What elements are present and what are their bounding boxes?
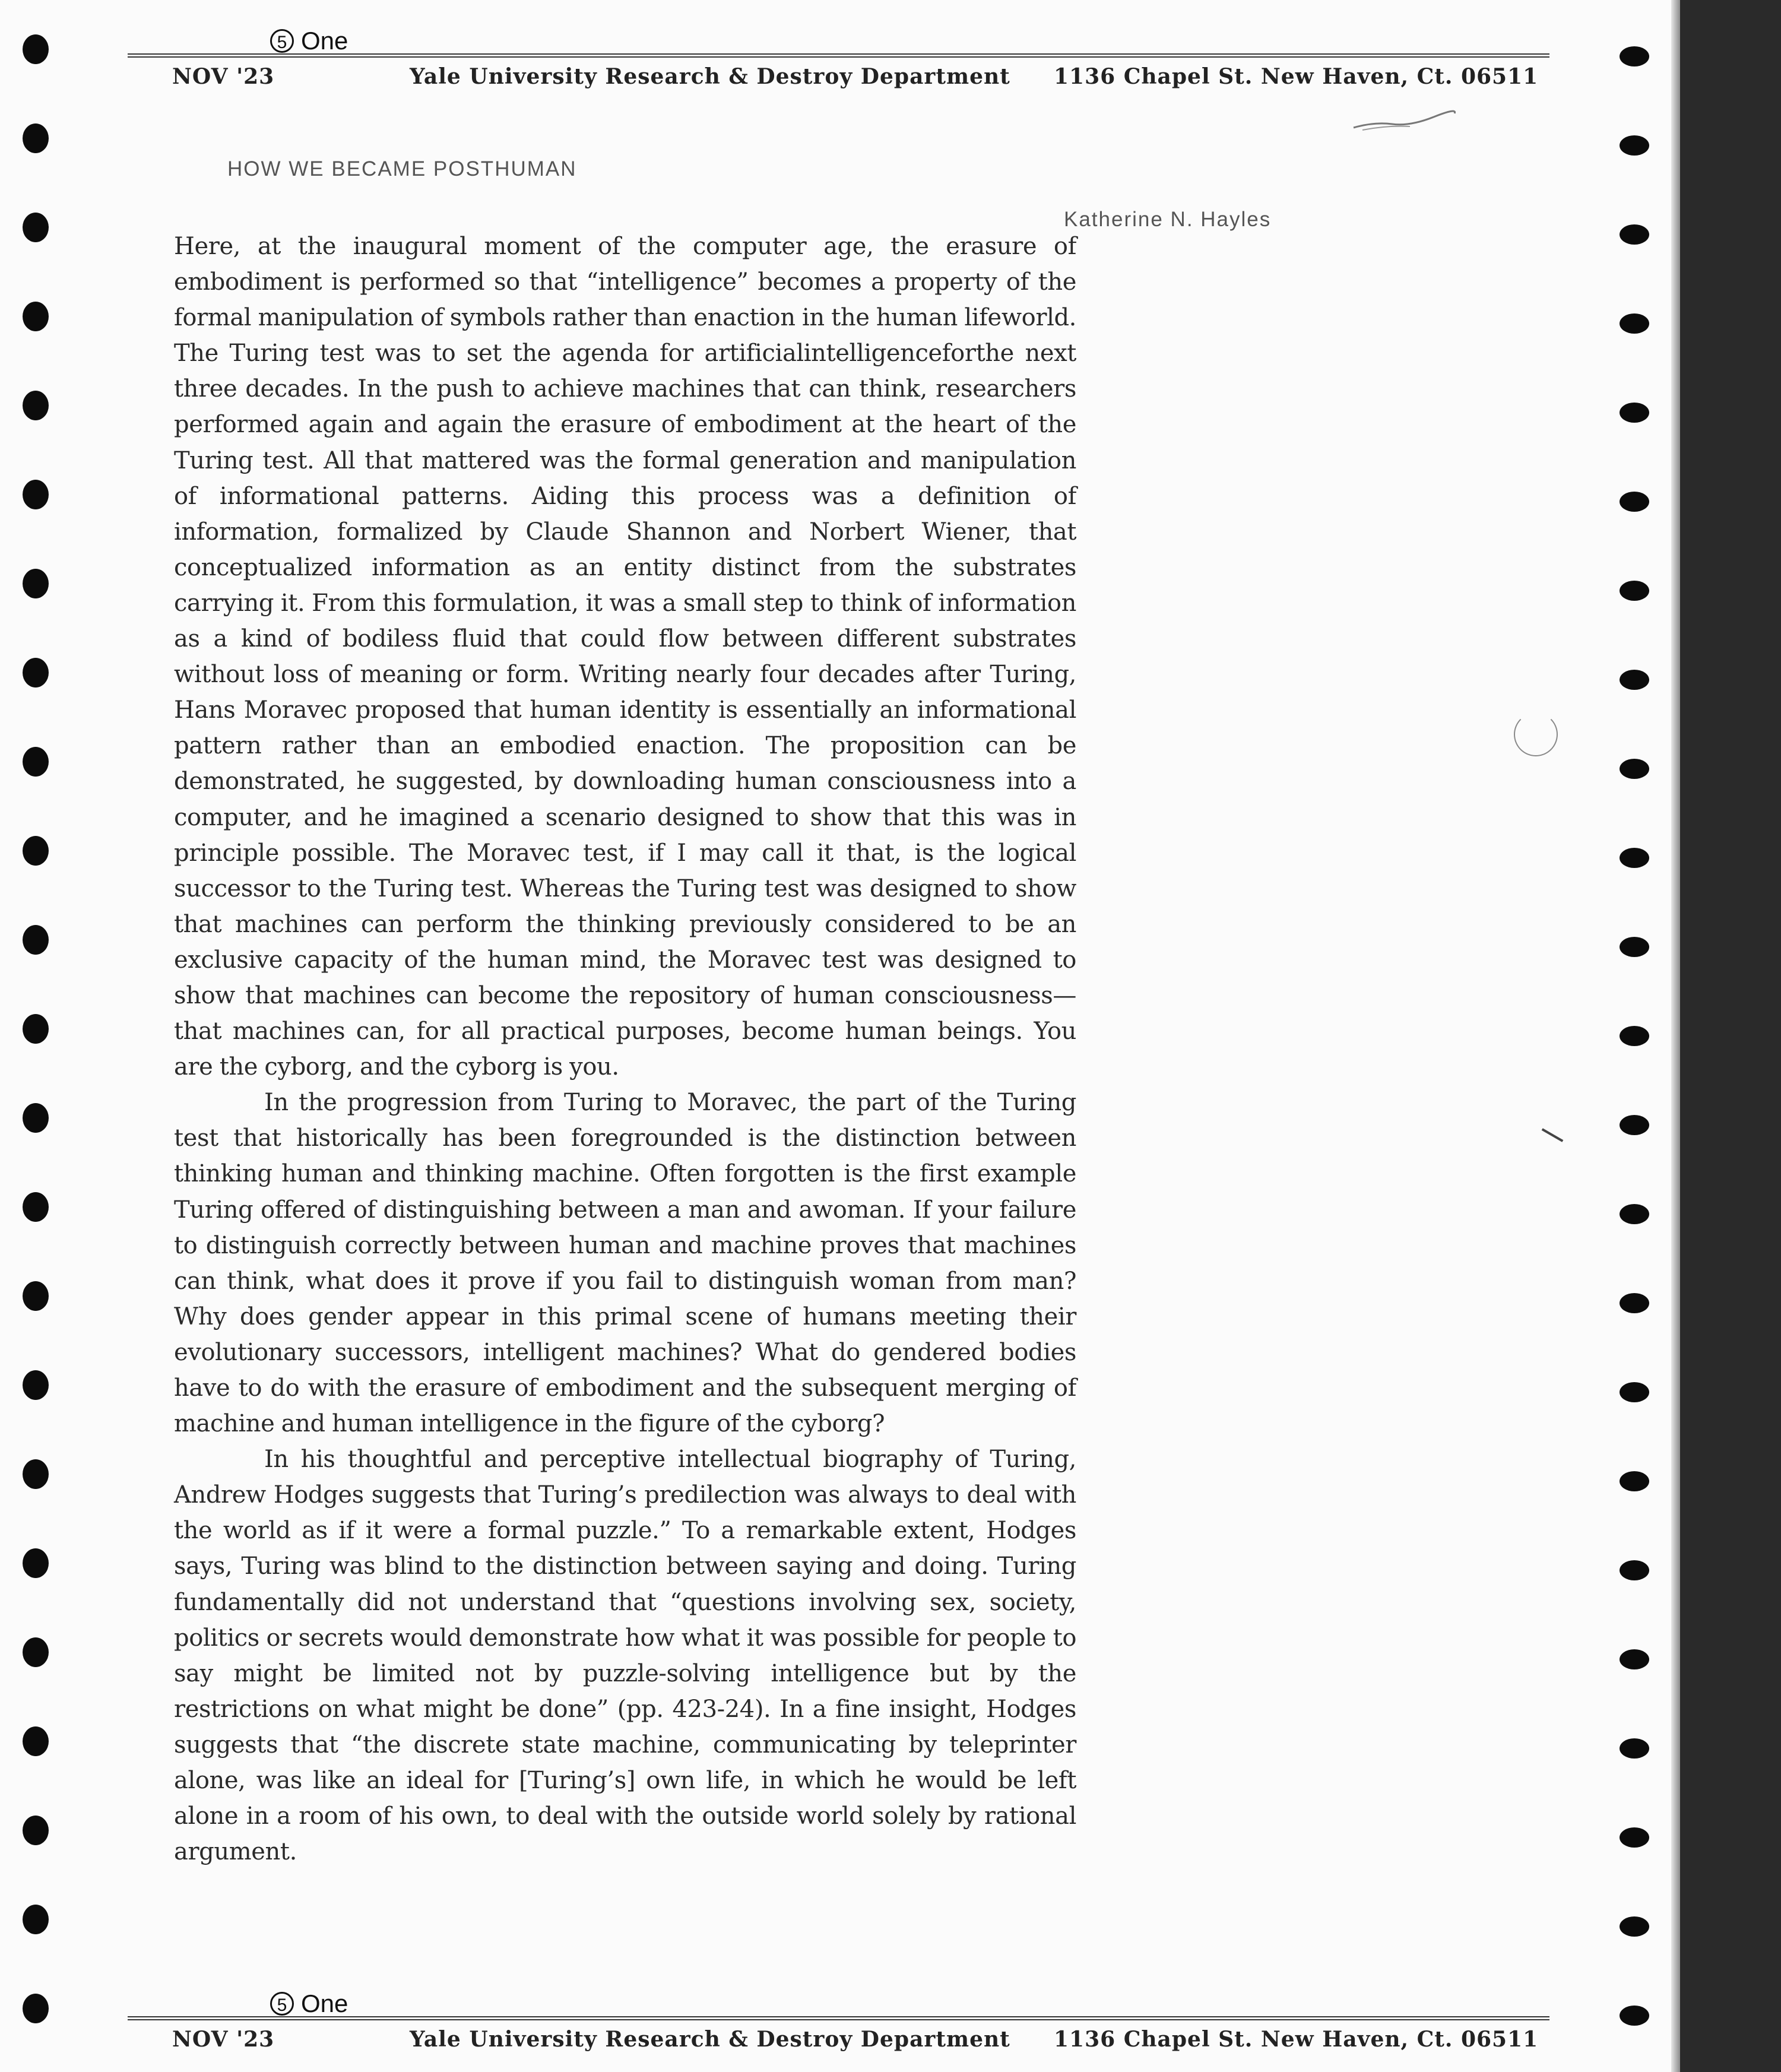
scanner-background <box>1680 0 1781 2072</box>
sprocket-hole <box>23 1103 49 1133</box>
sprocket-hole <box>1620 581 1649 601</box>
sheet-edge-shadow <box>1671 0 1680 2072</box>
sprocket-hole <box>23 123 49 153</box>
sprocket-hole <box>1620 46 1649 66</box>
sprocket-hole <box>23 1281 49 1311</box>
brand <box>270 1988 348 2018</box>
band-rule <box>128 2016 1549 2020</box>
pencil-circle-mark <box>1514 712 1558 756</box>
paragraph: In the progression from Turing to Moravec, the part of the Turing test that historically has been foregrounded is the distinction between thinking human and thinking machine. Often forgotten is the first example Turing offered of distinguishing between a man and awoman. If your failure to distinguish correctly between human and machine proves that machines can think, what does it prove if you fail to distinguish woman from man? Why does gender appear in this primal scene of humans meeting their evolutionary successors, intelligent machines? What do gendered bodies have to do with the erasure of embodiment and the subsequent merging of machine and human intelligence in the figure of the cyborg? <box>174 1089 1076 1438</box>
body-text <box>174 229 1076 1870</box>
sprocket-hole <box>1620 1649 1649 1669</box>
sprocket-hole <box>23 747 49 777</box>
sprocket-hole <box>23 480 49 509</box>
footer-band <box>128 1989 1549 2052</box>
sprocket-hole <box>23 1816 49 1845</box>
sprocket-hole <box>23 34 49 64</box>
sprocket-hole <box>1620 759 1649 779</box>
band-rule <box>128 53 1549 58</box>
sprocket-hole <box>1620 1560 1649 1580</box>
sprocket-hole <box>1620 1026 1649 1046</box>
pencil-scribble-icon <box>1351 110 1457 134</box>
brand-badge: 5 <box>270 1992 294 2016</box>
sprocket-hole <box>1620 2006 1649 2026</box>
footer-date: NOV '23 <box>172 2027 275 2052</box>
footer-address: 1136 Chapel St. New Haven, Ct. 06511 <box>1054 2027 1539 2052</box>
sprocket-hole <box>1620 848 1649 868</box>
brand-name: One <box>301 26 348 55</box>
sprocket-hole <box>23 836 49 866</box>
sprocket-hole <box>23 1905 49 1934</box>
sprocket-hole <box>1620 1115 1649 1135</box>
sprocket-hole <box>1620 1916 1649 1937</box>
header-organization: Yale University Research & Destroy Department <box>410 64 1010 89</box>
sprocket-hole <box>23 658 49 688</box>
sprocket-hole <box>23 1548 49 1578</box>
sprocket-hole <box>23 925 49 955</box>
sprocket-hole <box>1620 937 1649 957</box>
sprocket-hole <box>23 213 49 242</box>
footer-organization: Yale University Research & Destroy Department <box>410 2027 1010 2052</box>
sprocket-hole <box>23 1370 49 1400</box>
sprocket-hole <box>23 569 49 598</box>
sprocket-hole <box>23 1726 49 1756</box>
pencil-tick-mark <box>1542 1128 1564 1142</box>
sprocket-hole <box>23 1459 49 1489</box>
header-address: 1136 Chapel St. New Haven, Ct. 06511 <box>1054 64 1539 89</box>
sprocket-hole <box>23 302 49 331</box>
sprocket-hole <box>1620 1204 1649 1224</box>
sprocket-hole <box>1620 492 1649 512</box>
sprocket-hole <box>23 391 49 420</box>
brand-badge: 5 <box>270 29 294 53</box>
author-name: Katherine N. Hayles <box>1064 208 1272 231</box>
header-date: NOV '23 <box>172 64 275 89</box>
sprocket-hole <box>1620 403 1649 423</box>
sprocket-hole <box>1620 313 1649 334</box>
brand-name: One <box>301 1989 348 2017</box>
sprocket-hole <box>23 1637 49 1667</box>
sprocket-hole <box>1620 224 1649 245</box>
sprocket-hole <box>1620 135 1649 156</box>
header-band <box>128 26 1549 89</box>
sprocket-hole <box>1620 1293 1649 1313</box>
sprocket-hole <box>1620 670 1649 690</box>
paragraph: Here, at the inaugural moment of the computer age, the erasure of embodiment is performed so that “intelligence” becomes a property of the formal manipulation of symbols rather than enaction in the human lifeworld. The Turing test was to set the agenda for artificialintelligenceforthe next three decades. In the push to achieve machines that can think, researchers performed again and again the erasure of embodiment at the heart of the Turing test. All that mattered was the formal generation and manipulation of informational patterns. Aiding this process was a definition of information, formalized by Claude Shannon and Norbert Wiener, that conceptualized information as an entity distinct from the substrates carrying it. From this formulation, it was a small step to think of information as a kind of bodiless fluid that could flow between different substrates without loss of meaning or form. Writing nearly four decades after Turing, Hans Moravec proposed that human identity is essentially an informational pattern rather than an embodied enaction. The proposition can be demonstrated, he suggested, by downloading human consciousness into a computer, and he imagined a scenario designed to show that this was in principle possible. The Moravec test, if I may call it that, is the logical successor to the Turing test. Whereas the Turing test was designed to show that machines can perform the thinking previously considered to be an exclusive capacity of the human mind, the Moravec test was designed to show that machines can become the repository of human consciousness—that machines can, for all practical purposes, become human beings. You are the cyborg, and the cyborg is you. <box>174 233 1076 1081</box>
sprocket-hole <box>23 1994 49 2023</box>
sprocket-hole <box>1620 1471 1649 1491</box>
paragraph: In his thoughtful and perceptive intellectual biography of Turing, Andrew Hodges suggests that Turing’s predilection was always to deal with the world as if it were a formal puzzle.” To a remarkable extent, Hodges says, Turing was blind to the distinction between saying and doing. Turing fundamentally did not understand that “questions involving sex, society, politics or secrets would demonstrate how what it was possible for people to say might be limited not by puzzle-solving intelligence but by the restrictions on what might be done” (pp. 423-24). In a fine insight, Hodges suggests that “the discrete state machine, communicating by teleprinter alone, was like an ideal for [Turing’s] own life, in which he would be left alone in a room of his own, to deal with the outside world solely by rational argument. <box>174 1446 1076 1866</box>
running-head: HOW WE BECAME POSTHUMAN <box>227 157 577 180</box>
sprocket-hole <box>1620 1827 1649 1848</box>
sprocket-hole <box>23 1192 49 1222</box>
sprocket-hole <box>23 1014 49 1044</box>
sprocket-hole <box>1620 1382 1649 1402</box>
brand <box>270 25 348 55</box>
sprocket-hole <box>1620 1738 1649 1759</box>
